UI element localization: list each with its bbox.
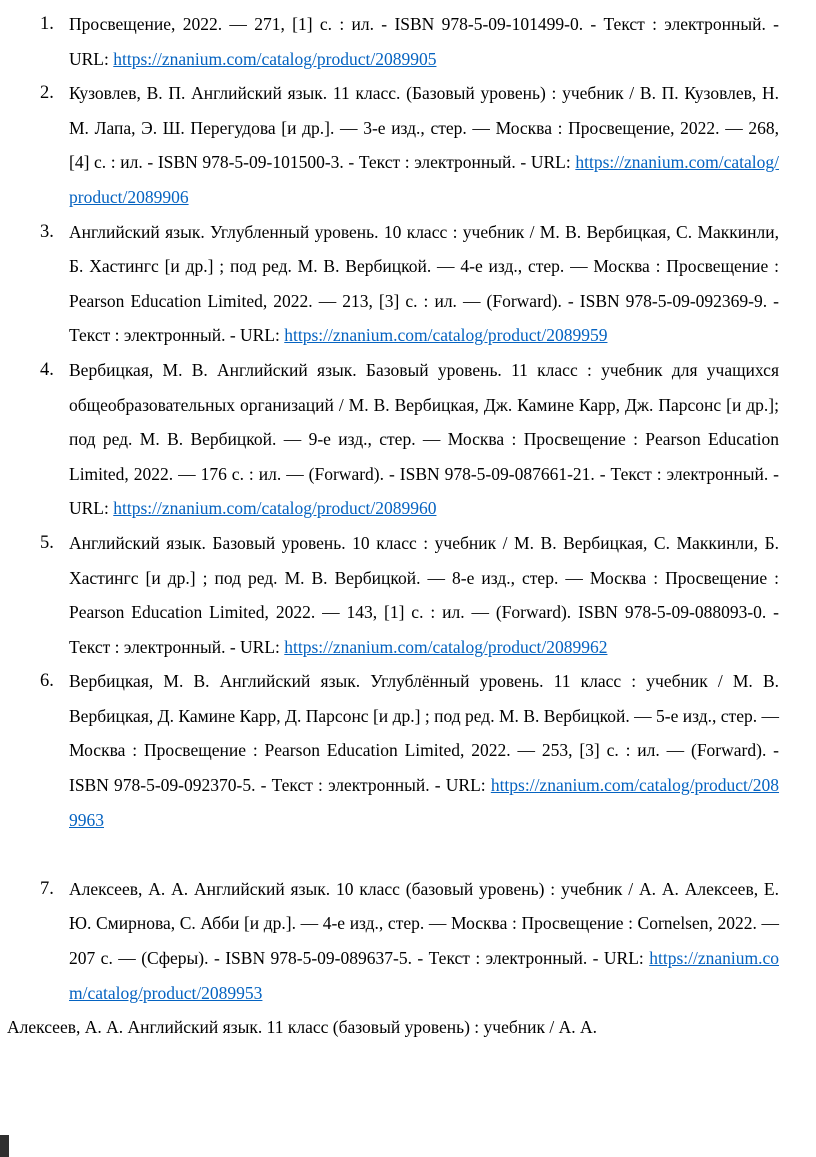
entry-number: 3.	[40, 221, 54, 242]
entry-number: 6.	[40, 671, 54, 692]
entry-text: Английский язык. Базовый уровень. 10 класс : учебник / М. В. Вербицкая, С. Маккинли, Б. Хастингс [и др.] ; под ред. М. В. Вербицкой. — 8-е изд., стер. — Москва : Просвещение : Pearson Education Limited, 2022. — 143, [1] с. : ил. — (Forward). ISBN 978-5-09-088093-0. - Текст : электронный. - URL:	[69, 532, 779, 657]
entry-url-link[interactable]: https://znanium.com/catalog/product/2089963	[69, 775, 780, 830]
entry-text: Вербицкая, М. В. Английский язык. Углублённый уровень. 11 класс : учебник / М. В. Вербицкая, Д. Камине Карр, Д. Парсонс [и др.] ; под ред. М. В. Вербицкой. — 5-е изд., стер. — Москва : Просвещение : Pearson Education Limited, 2022. — 253, [3] с. : ил. — (Forward). - ISBN 978-5-09-092370-5. - Текст : электронный. - URL:	[69, 671, 779, 796]
entry-text: Вербицкая, М. В. Английский язык. Базовый уровень. 11 класс : учебник для учащихся общеобразовательных организаций / М. В. Вербицкая, Дж. Камине Карр, Дж. Парсонс [и др.]; под ред. М. В. Вербицкой. — 9-е изд., стер. — Москва : Просвещение : Pearson Education Limited, 2022. — 176 с. : ил. — (Forward). - ISBN 978-5-09-087661-21. - Текст : электронный. - URL:	[69, 359, 779, 519]
bibliography-entry-7	[40, 872, 779, 1010]
entry-url-link[interactable]: https://znanium.com/catalog/product/2089953	[69, 948, 779, 1003]
entry-url-link[interactable]: https://znanium.com/catalog/product/2089960	[113, 498, 437, 519]
bibliography-entry-3	[40, 215, 779, 353]
entry-url-link[interactable]: https://znanium.com/catalog/product/2089959	[284, 325, 608, 346]
bibliography-entry-6	[40, 664, 780, 837]
bibliography-entry-1	[40, 7, 779, 76]
entry-number: 4.	[40, 359, 54, 380]
bibliography-entry-2	[40, 76, 779, 214]
entry-text: Просвещение, 2022. — 271, [1] с. : ил. - ISBN 978-5-09-101499-0. - Текст : электронный. - URL:	[69, 14, 779, 69]
bibliography-entry-4	[40, 353, 779, 526]
trailing-paragraph: Алексеев, А. А. Английский язык. 11 класс (базовый уровень) : учебник / А. А.	[7, 1017, 598, 1038]
entry-text: Кузовлев, В. П. Английский язык. 11 класс. (Базовый уровень) : учебник / В. П. Кузовлев, Н. М. Лапа, Э. Ш. Перегудова [и др.]. — 3-е изд., стер. — Москва : Просвещение, 2022. — 268, [4] с. : ил. - ISBN 978-5-09-101500-3. - Текст : электронный. - URL:	[69, 83, 779, 173]
entry-url-link[interactable]: https://znanium.com/catalog/product/2089906	[69, 152, 779, 207]
entry-number: 5.	[40, 532, 54, 553]
entry-text: Алексеев, А. А. Английский язык. 10 класс (базовый уровень) : учебник / А. А. Алексеев, Е. Ю. Смирнова, С. Абби [и др.]. — 4-е изд., стер. — Москва : Просвещение : Cornelsen, 2022. — 207 с. — (Сферы). - ISBN 978-5-09-089637-5. - Текст : электронный. - URL:	[69, 878, 779, 969]
bibliography-entry-5	[40, 526, 779, 664]
entry-text: Английский язык. Углубленный уровень. 10 класс : учебник / М. В. Вербицкая, С. Маккинли, Б. Хастингс [и др.] ; под ред. М. В. Вербицкой. — 4-е изд., стер. — Москва : Просвещение : Pearson Education Limited, 2022. — 213, [3] с. : ил. — (Forward). - ISBN 978-5-09-092369-9. - Текст : электронный. - URL:	[69, 221, 779, 346]
page-corner-artifact	[0, 1135, 9, 1157]
entry-url-link[interactable]: https://znanium.com/catalog/product/2089905	[113, 48, 437, 69]
entry-url-link[interactable]: https://znanium.com/catalog/product/2089962	[284, 636, 608, 657]
entry-number: 7.	[40, 878, 54, 899]
entry-number: 2.	[40, 83, 54, 104]
entry-number: 1.	[40, 14, 54, 34]
